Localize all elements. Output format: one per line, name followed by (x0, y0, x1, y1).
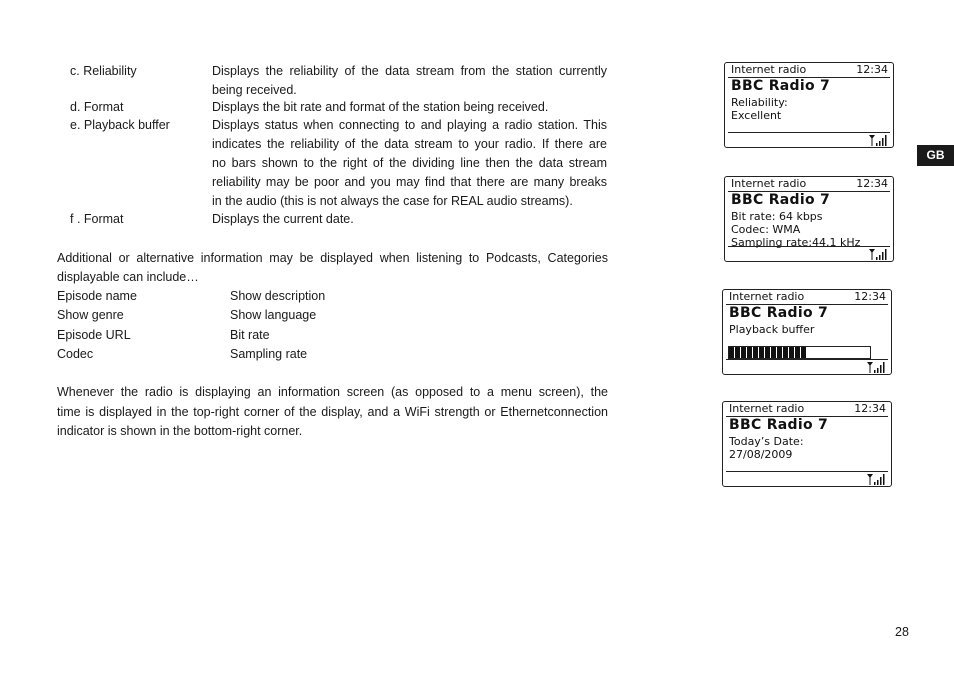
wifi-signal-icon (867, 473, 887, 485)
closing-para-line2: time is displayed in the top-right corner of the display, and a WiFi strength or Ethernetconnection (57, 405, 608, 419)
info-item: Show genre (57, 308, 124, 322)
term-playback-buffer: e. Playback buffer (70, 118, 170, 132)
desc-format: Displays the bit rate and format of the station being received. (212, 100, 549, 114)
desc-buffer-line4: reliability may be poor and you may find that there are many breaks (212, 175, 607, 189)
info-item: Sampling rate (230, 347, 308, 361)
lcd-footer-divider (726, 471, 888, 472)
desc-buffer-line5: in the audio (this is not always the case for REAL audio streams). (212, 194, 573, 208)
language-tab: GB (917, 145, 954, 166)
lcd-info-value: Excellent (731, 109, 782, 122)
term-reliability: c. Reliability (70, 64, 137, 78)
lcd-header-title: Internet radio (731, 177, 807, 190)
lcd-header (726, 290, 888, 305)
lcd-clock: 12:34 (856, 177, 888, 190)
lcd-station-name: BBC Radio 7 (731, 192, 831, 208)
lcd-header-title: Internet radio (729, 402, 805, 415)
lcd-sampling-rate: Sampling rate:44.1 kHz (731, 236, 861, 249)
lcd-header-title: Internet radio (729, 290, 805, 303)
lcd-clock: 12:34 (854, 290, 886, 303)
lcd-codec: Codec: WMA (731, 223, 801, 236)
lcd-header (728, 63, 890, 78)
lcd-date-screen (722, 401, 892, 487)
desc-buffer-line1: Displays status when connecting to and playing a radio station. This (212, 118, 607, 132)
lcd-header (728, 177, 890, 192)
lcd-format-screen (724, 176, 894, 262)
page-number: 28 (895, 625, 909, 639)
lcd-buffer-label: Playback buffer (729, 323, 815, 336)
info-item: Show description (230, 289, 326, 303)
lcd-buffer-screen (722, 289, 892, 375)
lcd-footer-divider (728, 246, 890, 247)
lcd-screens (724, 62, 896, 492)
lcd-clock: 12:34 (856, 63, 888, 76)
additional-para-line2: displayable can include… (57, 270, 199, 284)
lcd-footer-divider (728, 132, 890, 133)
lcd-clock: 12:34 (854, 402, 886, 415)
info-item: Episode name (57, 289, 137, 303)
lcd-bitrate: Bit rate: 64 kbps (731, 210, 823, 223)
additional-para-line1: Additional or alternative information may be displayed when listening to Podcasts, Categories (57, 251, 608, 265)
lcd-station-name: BBC Radio 7 (729, 305, 829, 321)
info-item: Episode URL (57, 328, 131, 342)
lcd-header (726, 402, 888, 417)
desc-reliability-line2: being received. (212, 83, 297, 97)
lcd-header-title: Internet radio (731, 63, 807, 76)
playback-buffer-fill (729, 347, 807, 358)
lcd-footer-divider (726, 359, 888, 360)
wifi-signal-icon (869, 134, 889, 146)
desc-reliability-line1: Displays the reliability of the data stream from the station currently (212, 64, 607, 78)
term-date: f . Format (70, 212, 124, 226)
desc-buffer-line2: indicates the reliability of the data stream to your radio. If there are (212, 137, 607, 151)
closing-para-line1: Whenever the radio is displaying an information screen (as opposed to a menu screen), the (57, 385, 608, 399)
lcd-station-name: BBC Radio 7 (731, 78, 831, 94)
desc-buffer-line3: no bars shown to the right of the dividing line then the data stream (212, 156, 607, 170)
term-format: d. Format (70, 100, 124, 114)
lcd-info-label: Reliability: (731, 96, 788, 109)
info-item: Codec (57, 347, 94, 361)
desc-date: Displays the current date. (212, 212, 354, 226)
wifi-signal-icon (869, 248, 889, 260)
closing-para-line3: indicator is shown in the bottom-right corner. (57, 424, 303, 438)
info-item: Show language (230, 308, 317, 322)
lcd-date-label: Today’s Date: (729, 435, 804, 448)
lcd-reliability-screen (724, 62, 894, 148)
lcd-date-value: 27/08/2009 (729, 448, 793, 461)
info-item: Bit rate (230, 328, 270, 342)
wifi-signal-icon (867, 361, 887, 373)
playback-buffer-bar (728, 346, 871, 359)
lcd-station-name: BBC Radio 7 (729, 417, 829, 433)
